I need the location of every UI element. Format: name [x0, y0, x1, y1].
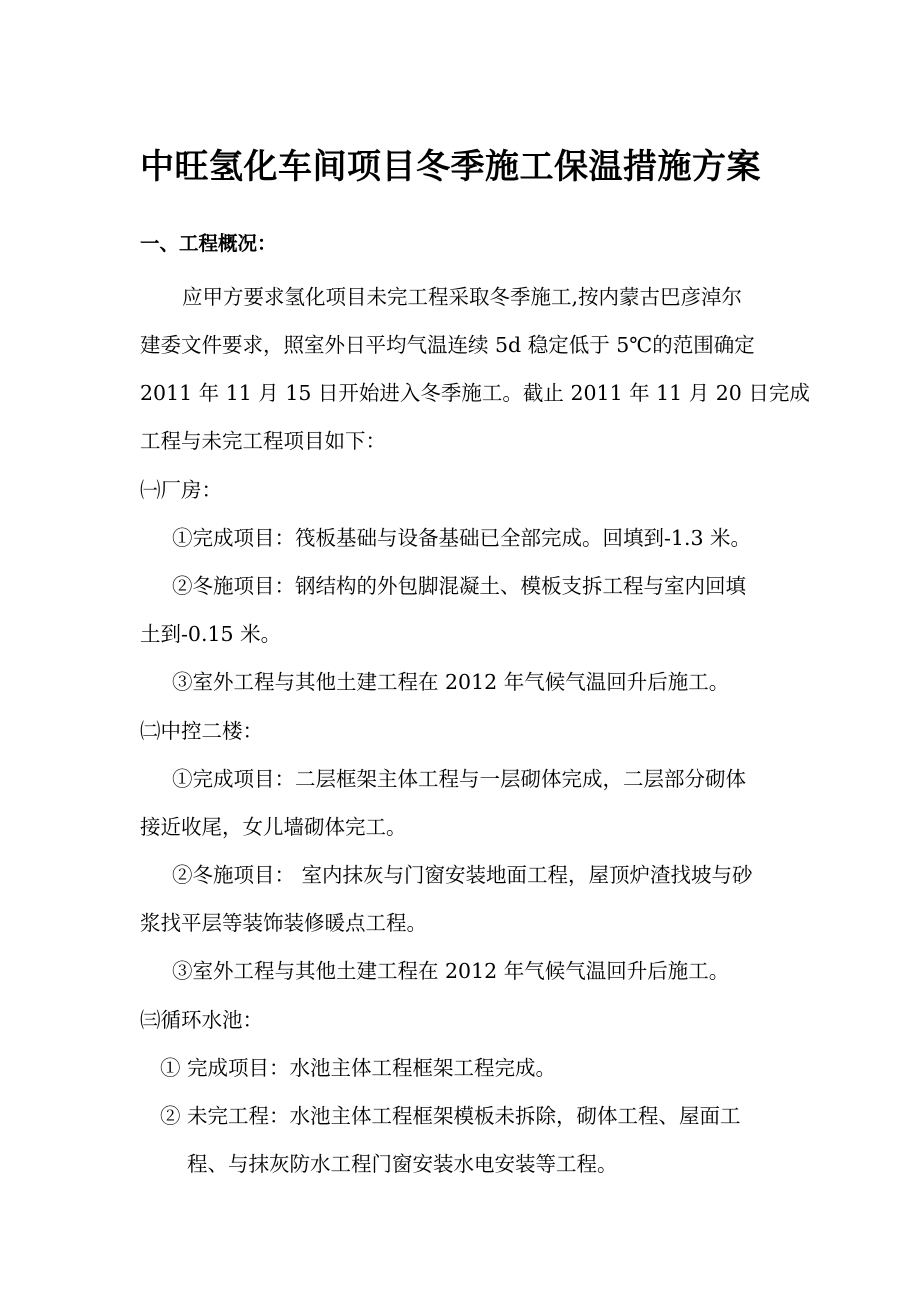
pool-item-1: ① 完成项目：水池主体工程框架工程完成。 [160, 1056, 557, 1080]
control-item-1: ①完成项目：二层框架主体工程与一层砌体完成，二层部分砌体 [172, 767, 746, 791]
intro-line-2: 建委文件要求，照室外日平均气温连续 5d 稳定低于 5℃的范围确定 [140, 333, 755, 357]
control-item-3: ③室外工程与其他土建工程在 2012 年气候气温回升后施工。 [172, 959, 730, 983]
factory-item-3: ③室外工程与其他土建工程在 2012 年气候气温回升后施工。 [172, 670, 730, 694]
intro-line-1: 应甲方要求氢化项目未完工程采取冬季施工,按内蒙古巴彦淖尔 [182, 285, 743, 309]
document-title: 中旺氢化车间项目冬季施工保温措施方案 [140, 147, 761, 187]
pool-item-2-cont: 程、与抹灰防水工程门窗安装水电安装等工程。 [187, 1152, 618, 1176]
factory-item-1: ①完成项目：筏板基础与设备基础已全部完成。回填到-1.3 米。 [172, 526, 752, 550]
intro-line-4: 工程与未完工程项目如下： [140, 429, 386, 453]
control-item-2-cont: 浆找平层等装饰装修暖点工程。 [140, 911, 427, 935]
subsection-heading-factory: ㈠厂房： [140, 478, 222, 502]
pool-item-2: ② 未完工程：水池主体工程框架模板未拆除，砌体工程、屋面工 [160, 1104, 741, 1128]
control-item-2: ②冬施项目： 室内抹灰与门窗安装地面工程，屋顶炉渣找坡与砂 [172, 863, 753, 887]
subsection-heading-water-pool: ㈢循环水池： [140, 1008, 263, 1032]
subsection-heading-control-building: ㈡中控二楼： [140, 719, 263, 743]
section-heading-overview: 一、工程概况： [140, 232, 277, 255]
control-item-1-cont: 接近收尾，女儿墙砌体完工。 [140, 815, 407, 839]
intro-line-3: 2011 年 11 月 15 日开始进入冬季施工。截止 2011 年 11 月 20 日完成 [140, 381, 810, 405]
factory-item-2-cont: 土到-0.15 米。 [140, 622, 282, 646]
factory-item-2: ②冬施项目：钢结构的外包脚混凝土、模板支拆工程与室内回填 [172, 574, 746, 598]
